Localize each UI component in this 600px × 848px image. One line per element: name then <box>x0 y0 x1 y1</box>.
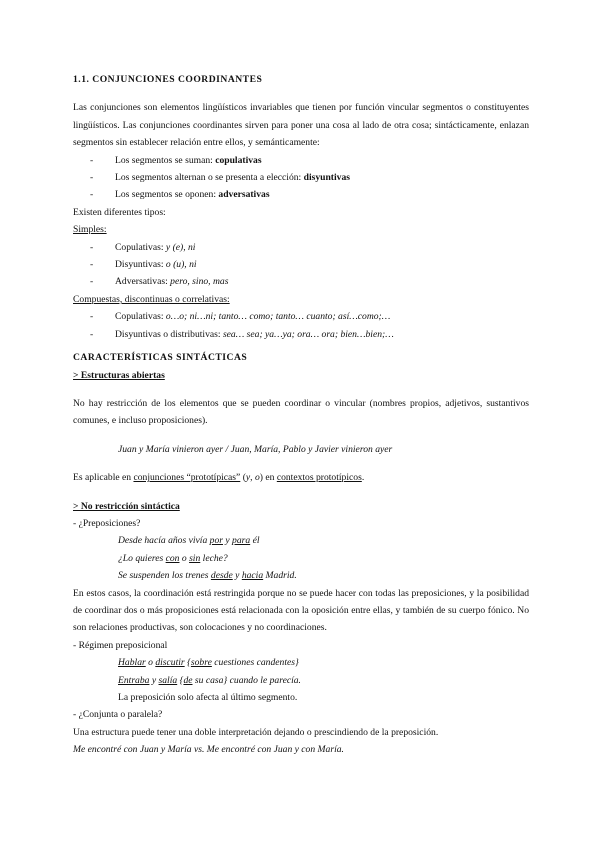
no-restriccion-heading: > No restricción sintáctica <box>73 500 180 512</box>
intro-paragraph: Las conjunciones son elementos lingüísticos invariables que tienen por función vincular segmentos o constituyentes lingüísticos. Las conjunciones coordinantes sirven para poner una cosa al lado de otra cosa; sintácticamente, enlazan segmentos sin establecer relación entre ellos, y semánticamente: <box>73 102 529 149</box>
list-item: - Disyuntivas: o (u), ni <box>90 259 197 271</box>
list-item: - Disyuntivas o distributivas: sea… sea; ya…ya; ora… ora; bien…bien;… <box>90 328 394 340</box>
list-item: - Copulativas: y (e), ni <box>90 241 196 253</box>
conjunta-example: Me encontré con Juan y María vs. Me encontré con Juan y con María. <box>73 744 344 756</box>
preposiciones-question: - ¿Preposiciones? <box>73 517 141 529</box>
casos-paragraph: En estos casos, la coordinación está restringida porque no se puede hacer con todas las preposiciones, y la posibilidad de coordinar dos o más proposiciones está relacionada con la oposición entre ellas, y también de su cuerpo fónico. No son relaciones productivas, son colocaciones y no coordinaciones. <box>73 587 529 634</box>
regimen-heading: - Régimen preposicional <box>73 639 168 651</box>
caracteristicas-title: CARACTERÍSTICAS SINTÁCTICAS <box>73 352 248 364</box>
simples-heading: Simples: <box>73 224 107 236</box>
aplicable-line: Es aplicable en conjunciones “prototípicas” (y, o) en contextos prototípicos. <box>73 472 365 484</box>
example-line: ¿Lo quieres con o sin leche? <box>118 552 228 564</box>
compuestas-heading: Compuestas, discontinuas o correlativas: <box>73 293 230 305</box>
list-item: - Copulativas: o…o; ni…ni; tanto… como; tanto… cuanto; así…como;… <box>90 311 391 323</box>
list-item: - Adversativas: pero, sino, mas <box>90 276 229 288</box>
list-item: - Los segmentos alternan o se presenta a elección: disyuntivas <box>90 172 350 184</box>
conjunta-text: Una estructura puede tener una doble interpretación dejando o prescindiendo de la preposición. <box>73 726 439 738</box>
document-page <box>73 71 529 759</box>
example-line: Entraba y salía {de su casa} cuando le parecía. <box>118 674 301 686</box>
list-item: - Los segmentos se suman: copulativas <box>90 154 262 166</box>
conjunta-question: - ¿Conjunta o paralela? <box>73 709 163 721</box>
regimen-note: La preposición solo afecta al último segmento. <box>118 692 298 703</box>
list-item: - Los segmentos se oponen: adversativas <box>90 189 270 201</box>
estructuras-example: Juan y María vinieron ayer / Juan, María, Pablo y Javier vinieron ayer <box>118 443 393 455</box>
section-title: 1.1. CONJUNCIONES COORDINANTES <box>73 74 263 85</box>
example-line: Hablar o discutir {sobre cuestiones candentes} <box>118 657 299 669</box>
estructuras-paragraph: No hay restricción de los elementos que se pueden coordinar o vincular (nombres propios, adjetivos, sustantivos comunes, e incluso proposiciones). <box>73 397 529 427</box>
example-line: Se suspenden los trenes desde y hacia Madrid. <box>118 570 297 582</box>
example-line: Desde hacía años vivía por y para él <box>118 535 260 547</box>
types-intro: Existen diferentes tipos: <box>73 206 166 218</box>
estructuras-heading: > Estructuras abiertas <box>73 369 165 381</box>
